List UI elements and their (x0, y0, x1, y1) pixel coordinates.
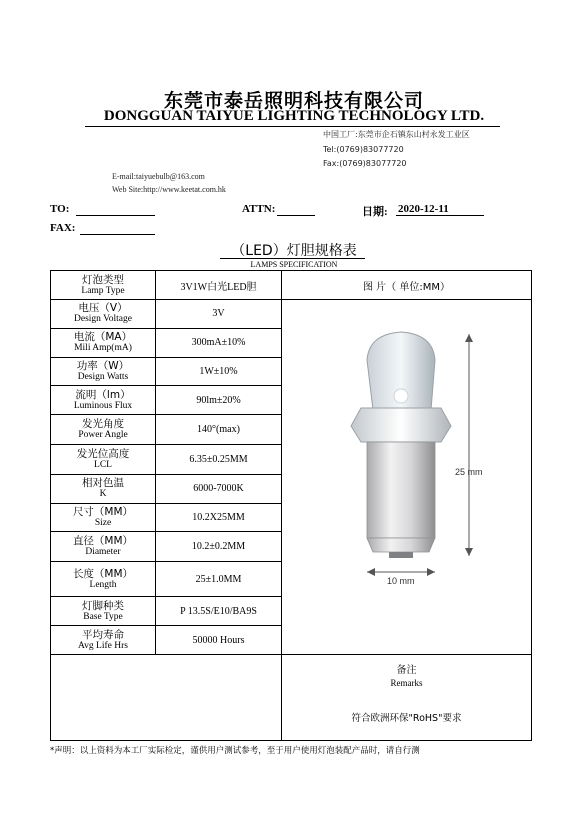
company-website: Web Site:http://www.keetat.com.hk (112, 185, 226, 194)
company-name-cn: 东莞市泰岳照明科技有限公司 (163, 90, 424, 112)
spec-param-cn: 发光位高度 (76, 447, 130, 460)
fax-field[interactable] (80, 222, 155, 235)
spec-param-en: Length (89, 579, 117, 590)
spec-value: 1W±10% (156, 357, 282, 386)
company-fax: Fax:(0769)83077720 (323, 159, 407, 168)
spec-param-cell (51, 503, 156, 532)
spec-param-cn: 发光角度 (82, 418, 124, 431)
spec-param-cn: 灯泡类型 (82, 273, 124, 286)
spec-row (51, 300, 532, 329)
spec-param-cn: 灯脚种类 (82, 599, 124, 612)
fax-label: FAX: (50, 222, 76, 234)
spec-param-cell (51, 626, 156, 655)
spec-value: 10.2X25MM (156, 503, 282, 532)
remarks-title-en: Remarks (390, 678, 423, 688)
bulb-lens (367, 332, 435, 410)
remarks-empty-cell (51, 655, 282, 741)
attn-label: ATTN: (242, 203, 276, 215)
height-dimension-label: 25 mm (454, 467, 483, 477)
spec-param-en: Lamp Type (81, 285, 125, 296)
spec-value: 6.35±0.25MM (156, 445, 282, 475)
spec-param-cell (51, 597, 156, 626)
spec-value: P 13.5S/E10/BA9S (156, 597, 282, 626)
spec-value: 25±1.0MM (156, 562, 282, 597)
spec-title: （LED）灯胆规格表 (231, 243, 357, 259)
spec-value: 10.2±0.2MM (156, 532, 282, 562)
spec-param-cell (51, 415, 156, 445)
height-dimension (465, 334, 473, 556)
bulb-flange (351, 408, 451, 442)
company-name-en: DONGGUAN TAIYUE LIGHTING TECHNOLOGY LTD. (103, 108, 485, 124)
spec-param-en: Base Type (83, 611, 123, 622)
spec-param-cn: 尺寸（MM） (72, 506, 134, 519)
spec-param-cn: 相对色温 (82, 477, 124, 490)
spec-param-cell (51, 328, 156, 357)
to-label: TO: (50, 203, 70, 215)
date-value: 2020-12-11 (398, 203, 449, 215)
spec-param-cell (51, 562, 156, 597)
spec-value: 140°(max) (156, 415, 282, 445)
spec-row (51, 271, 532, 300)
spec-param-cell (51, 271, 156, 300)
remarks-cell (282, 655, 532, 741)
spec-subtitle: LAMPS SPECIFICATION (250, 260, 338, 269)
spec-title-underline (220, 258, 365, 259)
photo-cell (282, 300, 532, 655)
spec-param-cn: 流明（lm） (75, 388, 131, 401)
spec-value: 50000 Hours (156, 626, 282, 655)
spec-param-en: LCL (94, 459, 112, 470)
spec-param-cn: 电流（MA） (73, 331, 133, 344)
spec-value: 3V1W白光LED胆 (156, 271, 282, 300)
attn-field[interactable] (277, 203, 315, 216)
spec-value: 3V (156, 300, 282, 329)
spec-param-en: Mili Amp(mA) (74, 343, 132, 354)
spec-value: 6000-7000K (156, 474, 282, 503)
spec-param-cell (51, 300, 156, 329)
spec-param-cell (51, 474, 156, 503)
spec-param-en: Design Watts (77, 371, 129, 382)
spec-param-en: Avg Life Hrs (78, 640, 128, 651)
spec-param-cn: 平均寿命 (82, 628, 124, 641)
width-dimension-label: 10 mm (386, 576, 415, 586)
to-field[interactable] (76, 203, 155, 216)
remarks-row (51, 655, 532, 741)
bulb-base (367, 442, 435, 558)
company-tel: Tel:(0769)83077720 (323, 145, 404, 154)
spec-param-en: Size (94, 518, 112, 529)
width-dimension (367, 568, 435, 576)
spec-param-cn: 电压（V） (78, 302, 128, 315)
photo-header: 图 片（ 单位:MM） (282, 271, 532, 300)
spec-param-en: Diameter (85, 547, 121, 558)
title-underline (85, 126, 500, 127)
remarks-title-cn: 备注 (396, 665, 417, 676)
led-bulb-photo (283, 300, 531, 650)
spec-param-cell (51, 445, 156, 475)
spec-table (50, 270, 532, 741)
spec-param-cn: 长度（MM） (72, 567, 134, 580)
spec-param-cell (51, 532, 156, 562)
company-email: E-mail:taiyuebulb@163.com (112, 172, 205, 181)
spec-param-en: K (99, 489, 107, 500)
spec-value: 300mA±10% (156, 328, 282, 357)
company-address: 中国工厂:东莞市企石镇东山村永发工业区 (323, 130, 470, 139)
spec-param-cell (51, 386, 156, 415)
footer-disclaimer: *声明：以上资料为本工厂实际检定，谨供用户测试参考，至于用户使用灯泡装配产品时，请自行测 (50, 746, 420, 756)
spec-param-cn: 直径（MM） (72, 535, 134, 548)
spec-param-en: Luminous Flux (73, 400, 133, 411)
spec-param-en: Power Angle (78, 430, 128, 441)
spec-param-cell (51, 357, 156, 386)
spec-param-en: Design Voltage (74, 314, 132, 325)
remarks-note: 符合欧洲环保"RoHS"要求 (351, 713, 462, 724)
spec-value: 90lm±20% (156, 386, 282, 415)
spec-param-cn: 功率（W） (76, 359, 130, 372)
date-label: 日期: (362, 206, 388, 218)
